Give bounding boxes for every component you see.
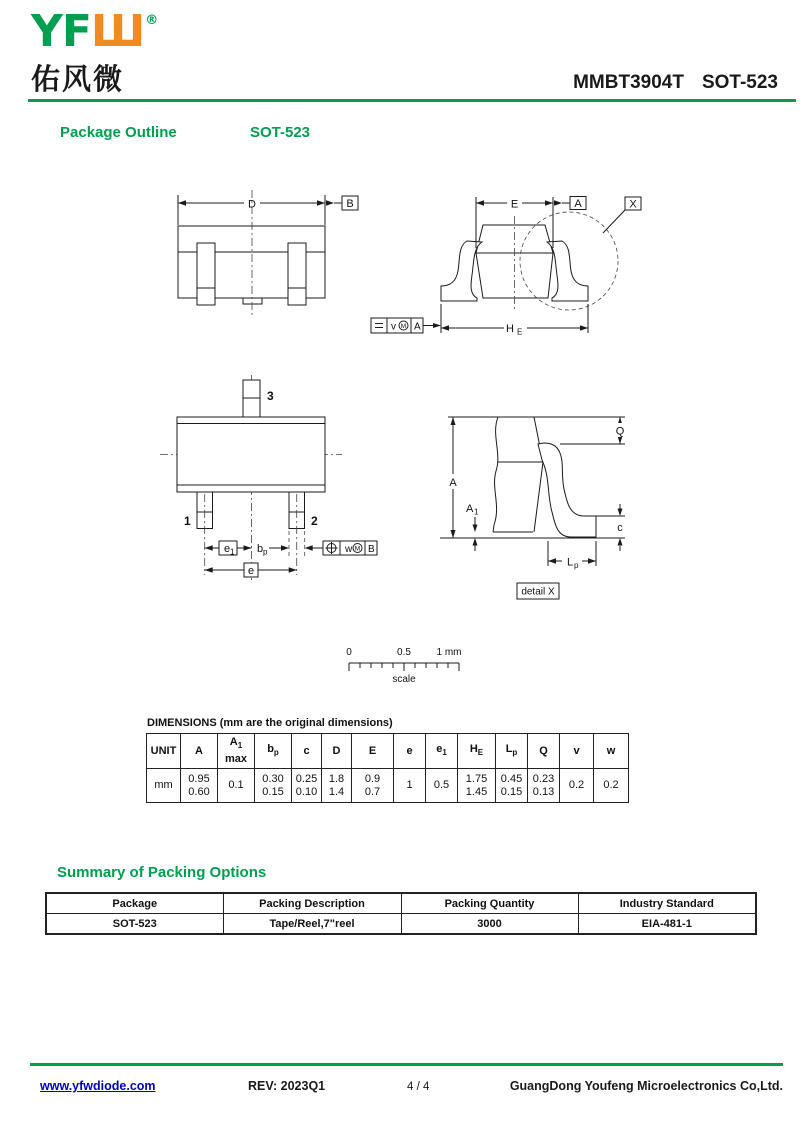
dimension-a — [446, 417, 498, 538]
value-cell: 1.8 1.4 — [322, 769, 352, 803]
dimensions-section — [146, 717, 629, 803]
front-view-detail-ref-x — [603, 197, 641, 233]
top-view-datum-b — [326, 196, 358, 210]
package-name: SOT-523 — [701, 72, 778, 93]
packing-section-title: Summary of Packing Options — [57, 864, 267, 881]
col-header: v — [560, 734, 594, 769]
front-view-datum-a — [554, 197, 586, 211]
pin-1 — [184, 492, 213, 529]
dim-e1-subscript: 1 — [230, 547, 235, 557]
value-cell: 0.1 — [218, 769, 255, 803]
col-header: Package — [46, 893, 223, 914]
dim-he-label: H — [506, 323, 514, 335]
dimension-q — [534, 417, 627, 444]
svg-text:M: M — [354, 545, 361, 553]
value-cell: 0.95 0.60 — [181, 769, 218, 803]
pin-view-package-body — [177, 417, 325, 492]
dim-c-label: c — [617, 522, 623, 534]
logo-yf: YF — [31, 6, 91, 57]
dim-e-label: E — [510, 198, 519, 211]
industry-standard-cell: EIA-481-1 — [578, 914, 756, 935]
header-divider — [28, 99, 796, 102]
detail-ref-label: X — [629, 198, 637, 211]
dimensions-table — [146, 733, 629, 803]
pin-3-label: 3 — [267, 389, 274, 403]
scale-bar — [335, 643, 475, 685]
datum-a-label: A — [574, 198, 582, 210]
value-cell: 1.75 1.45 — [458, 769, 496, 803]
dimensions-header-row — [147, 734, 629, 769]
datum-b-label: B — [346, 198, 354, 210]
dim-he-subscript: E — [517, 327, 523, 337]
col-header: $A_1$ max — [218, 734, 255, 769]
package-cell: SOT-523 — [46, 914, 223, 935]
logo-latin-text — [31, 6, 158, 63]
tolerance-value: v — [391, 321, 396, 333]
col-header: Industry Standard — [578, 893, 756, 914]
col-header: Packing Quantity — [401, 893, 578, 914]
col-header: c — [292, 734, 322, 769]
scale-caption: scale — [392, 674, 416, 685]
packing-data-row — [46, 914, 756, 935]
pin-1-label: 1 — [184, 514, 191, 528]
unit-cell: mm — [147, 769, 181, 803]
value-cell: 0.2 — [594, 769, 629, 803]
packing-table — [45, 892, 757, 935]
detail-x-drawing — [435, 395, 650, 610]
detail-caption — [517, 583, 559, 599]
part-number: MMBT3904T — [573, 72, 684, 93]
dim-lp-label: L — [567, 556, 574, 569]
logo-u-glyph: Ш — [90, 6, 145, 57]
dimension-lp — [548, 541, 596, 570]
scale-tick-mid-label: 0.5 — [397, 647, 411, 658]
col-header: $L_p$ — [496, 734, 528, 769]
dim-q-label: Q — [615, 425, 625, 438]
dimensions-value-row — [147, 769, 629, 803]
section-title: Package Outline — [60, 124, 177, 141]
dimension-bp — [257, 543, 323, 557]
dimension-e — [205, 563, 297, 577]
dim-e1-label: e — [224, 543, 231, 555]
dim-bp-label: b — [257, 543, 264, 555]
svg-text:detail X: detail X — [521, 586, 555, 598]
value-cell: 0.25 0.10 — [292, 769, 322, 803]
value-cell: 1 — [394, 769, 426, 803]
company-name: GuangDong Youfeng Microelectronics Co,Ltd. — [509, 1079, 783, 1093]
packing-header-row — [46, 893, 756, 914]
col-header: $b_p$ — [255, 734, 292, 769]
dimension-e1 — [205, 541, 252, 557]
pin-3 — [243, 380, 274, 417]
footer-divider — [30, 1063, 783, 1066]
col-header: E — [352, 734, 394, 769]
col-header: D — [322, 734, 352, 769]
section-package: SOT-523 — [250, 124, 311, 141]
dim-d-label: D — [248, 198, 256, 211]
logo-chinese-name: 佑风微 — [31, 62, 125, 96]
detail-body-section — [493, 417, 543, 532]
pin-view-drawing — [150, 370, 400, 585]
packing-quantity-cell: 3000 — [401, 914, 578, 935]
col-header: Packing Description — [223, 893, 401, 914]
value-cell: 0.5 — [426, 769, 458, 803]
col-header: $H_E$ — [458, 734, 496, 769]
col-header: $e_1$ — [426, 734, 458, 769]
scale-tick-end-label: 1 mm — [436, 647, 462, 658]
dimension-a1 — [466, 503, 479, 551]
value-cell: 0.45 0.15 — [496, 769, 528, 803]
scale-tick-0-label: 0 — [346, 647, 352, 658]
value-cell: 0.9 0.7 — [352, 769, 394, 803]
dim-e-label: e — [247, 565, 255, 577]
dimensions-table-title: DIMENSIONS (mm are the original dimensions) — [147, 717, 393, 729]
tolerance-value: w — [345, 544, 353, 555]
registered-trademark-icon: ® — [145, 13, 158, 28]
tolerance-datum: B — [368, 544, 375, 555]
svg-text:M: M — [400, 323, 407, 330]
value-cell: 0.23 0.13 — [528, 769, 560, 803]
dim-a1-subscript: 1 — [474, 507, 479, 517]
value-cell: 0.2 — [560, 769, 594, 803]
website-link[interactable]: www.yfwdiode.com — [40, 1079, 156, 1093]
tolerance-datum: A — [414, 321, 421, 333]
value-cell: 0.30 0.15 — [255, 769, 292, 803]
page-number: 4 / 4 — [407, 1081, 430, 1093]
col-header: w — [594, 734, 629, 769]
front-view-tolerance-frame — [371, 318, 441, 333]
pin-view-tolerance-frame — [323, 541, 377, 555]
scale-ruler — [349, 663, 459, 671]
front-view-drawing — [370, 190, 655, 345]
top-view-dimension-d — [178, 195, 325, 225]
company-logo — [31, 6, 158, 96]
dim-bp-subscript: p — [263, 547, 268, 557]
top-view-drawing — [150, 185, 380, 320]
dim-lp-subscript: p — [574, 561, 579, 570]
pin-2 — [289, 492, 318, 529]
dimension-c — [596, 504, 625, 551]
pin-2-label: 2 — [311, 514, 318, 528]
packing-description-cell: Tape/Reel,7"reel — [223, 914, 401, 935]
col-header: Q — [528, 734, 560, 769]
detail-lead — [538, 443, 596, 537]
col-header: A — [181, 734, 218, 769]
revision-label: REV: 2023Q1 — [248, 1079, 326, 1093]
dim-a-label: A — [449, 477, 457, 489]
dim-a1-label: A — [466, 503, 474, 515]
document-title — [573, 72, 778, 94]
col-header: e — [394, 734, 426, 769]
col-header: UNIT — [147, 734, 181, 769]
